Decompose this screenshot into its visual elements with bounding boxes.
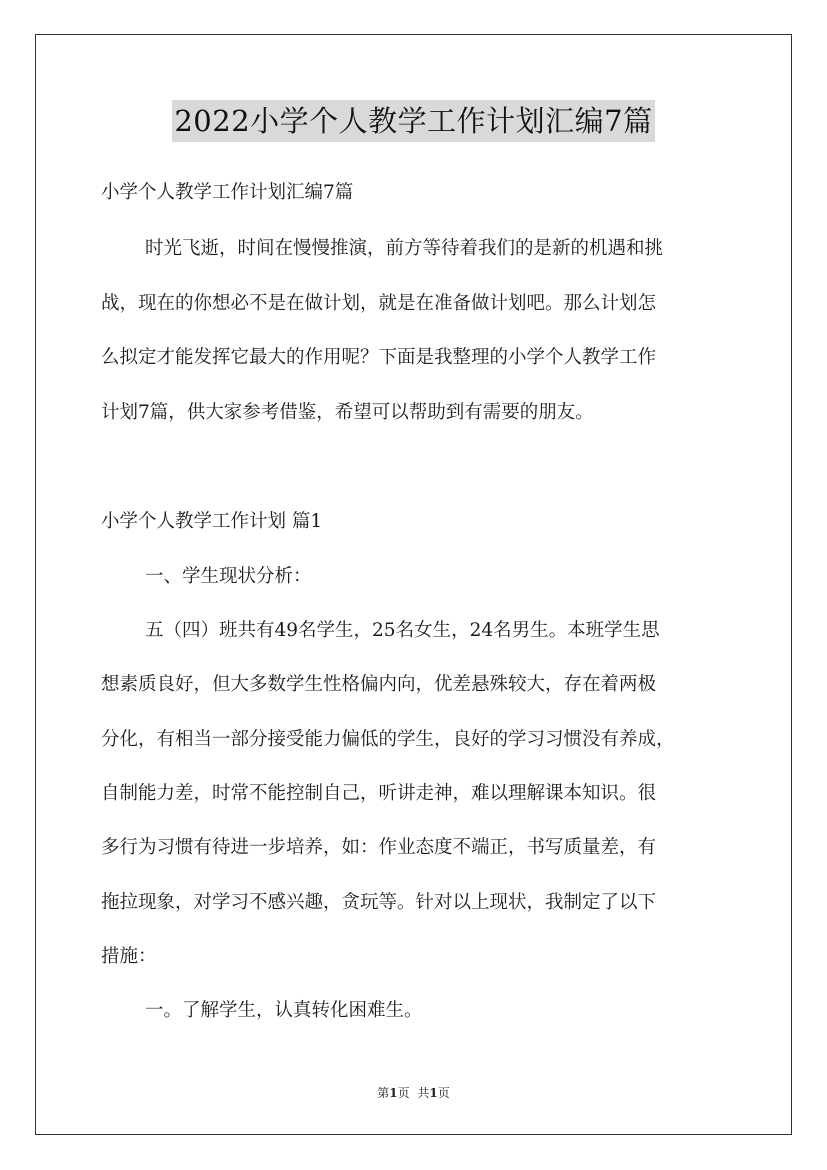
analysis-paragraph-line-2: 想素质良好，但大多数学生性格偏内向，优差悬殊较大，存在着两极 <box>101 674 657 695</box>
page-footer <box>0 1084 827 1101</box>
analysis-paragraph-line-3: 分化，有相当一部分接受能力偏低的学生，良好的学习习惯没有养成， <box>101 729 675 750</box>
intro-paragraph-line-1: 时光飞逝，时间在慢慢推演，前方等待着我们的是新的机遇和挑 <box>145 238 664 259</box>
subtitle-line: 小学个人教学工作计划汇编7篇 <box>101 182 354 203</box>
footer-page-unit: 页 <box>397 1086 410 1100</box>
analysis-paragraph-line-5: 多行为习惯有待进一步培养，如：作业态度不端正，书写质量差，有 <box>101 837 657 858</box>
intro-paragraph-line-2: 战，现在的你想必不是在做计划，就是在准备做计划吧。那么计划怎 <box>101 293 657 314</box>
footer-page-label: 第 <box>377 1086 390 1100</box>
footer-total-label: 共 <box>417 1086 430 1100</box>
analysis-paragraph-line-7: 措施： <box>101 946 157 967</box>
analysis-paragraph-line-1: 五（四）班共有49名学生，25名女生，24名男生。本班学生思 <box>145 620 660 641</box>
footer-total-unit: 页 <box>437 1086 450 1100</box>
measure-heading: 一。了解学生，认真转化困难生。 <box>145 1000 423 1021</box>
intro-paragraph-line-4: 计划7篇，供大家参考借鉴，希望可以帮助到有需要的朋友。 <box>101 402 594 423</box>
footer-page-number: 1 <box>389 1086 398 1100</box>
analysis-paragraph-line-4: 自制能力差，时常不能控制自己，听讲走神，难以理解课本知识。很 <box>101 783 657 804</box>
section-heading: 小学个人教学工作计划 篇1 <box>101 511 323 532</box>
document-title: 2022小学个人教学工作计划汇编7篇 <box>172 100 654 142</box>
analysis-paragraph-line-6: 拖拉现象，对学习不感兴趣，贪玩等。针对以上现状，我制定了以下 <box>101 892 657 913</box>
subsection-heading: 一、学生现状分析： <box>145 566 312 587</box>
title-container <box>0 100 827 142</box>
intro-paragraph-line-3: 么拟定才能发挥它最大的作用呢？下面是我整理的小学个人教学工作 <box>101 347 657 368</box>
footer-total-number: 1 <box>429 1086 438 1100</box>
